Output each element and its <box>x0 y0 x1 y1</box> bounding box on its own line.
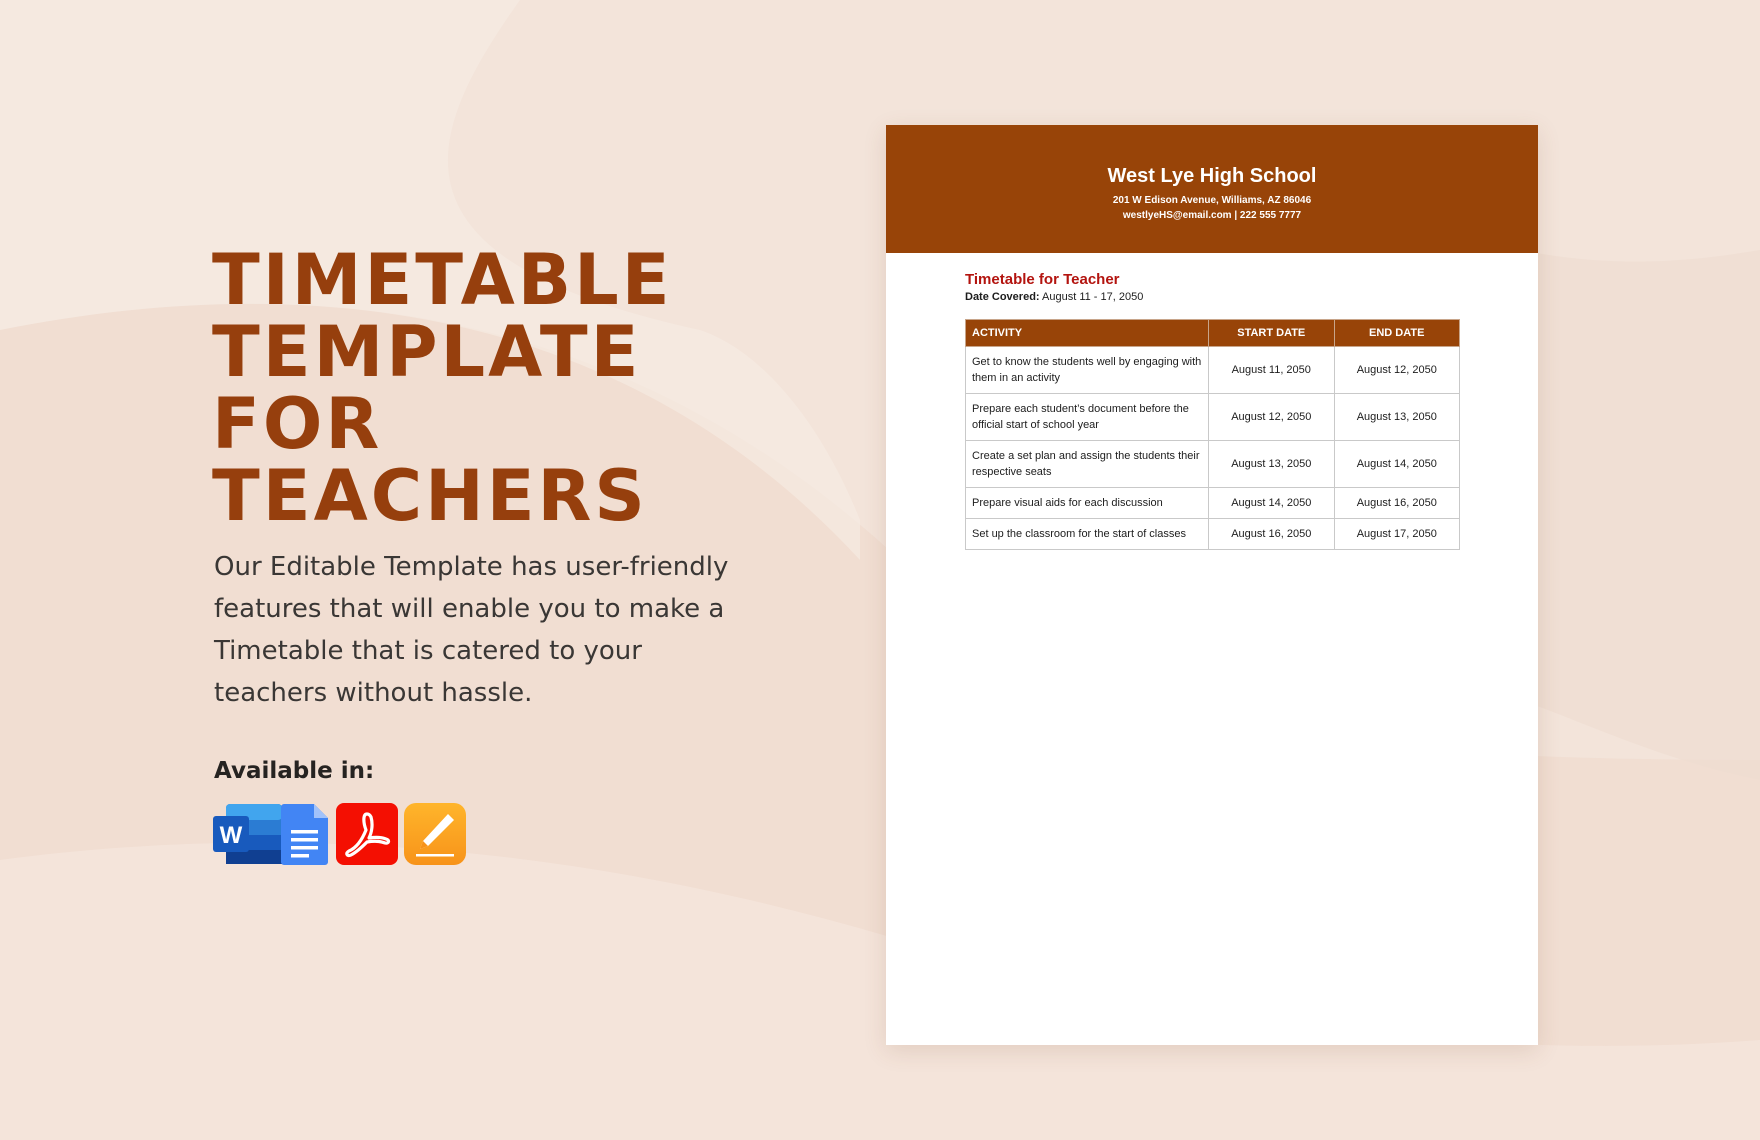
pdf-icon[interactable] <box>336 802 398 864</box>
promo-title <box>212 239 772 537</box>
promo-title-line: TIMETABLE <box>212 239 673 321</box>
google-docs-icon[interactable] <box>280 802 330 864</box>
end-date-cell: August 13, 2050 <box>1334 394 1460 441</box>
table-row <box>966 441 1460 488</box>
svg-text:W: W <box>219 822 243 849</box>
school-contact: westlyeHS@email.com | 222 555 7777 <box>1122 210 1302 221</box>
document-preview <box>886 125 1538 1045</box>
school-name: West Lye High School <box>1107 165 1317 187</box>
start-date-cell: August 11, 2050 <box>1209 347 1335 394</box>
word-icon[interactable] <box>212 802 274 864</box>
date-covered-label: Date Covered: <box>965 291 1040 303</box>
available-in-label: Available in: <box>214 758 375 784</box>
column-header-start-date: START DATE <box>1209 320 1335 347</box>
end-date-cell: August 16, 2050 <box>1334 488 1460 519</box>
table-row <box>966 394 1460 441</box>
document-body <box>886 253 1538 550</box>
date-covered-value: August 11 - 17, 2050 <box>1042 291 1144 303</box>
promo-title-line: TEMPLATE <box>212 311 642 393</box>
end-date-cell: August 12, 2050 <box>1334 347 1460 394</box>
end-date-cell: August 14, 2050 <box>1334 441 1460 488</box>
table-row <box>966 347 1460 394</box>
start-date-cell: August 12, 2050 <box>1209 394 1335 441</box>
school-address: 201 W Edison Avenue, Williams, AZ 86046 <box>1112 195 1312 206</box>
activity-cell: Get to know the students well by engaging with them in an activity <box>966 347 1209 394</box>
table-header-row <box>966 320 1460 347</box>
activity-cell: Prepare visual aids for each discussion <box>966 488 1209 519</box>
timetable <box>965 319 1460 550</box>
table-row <box>966 519 1460 550</box>
promo-description: Our Editable Template has user-friendly features that will enable you to make a Timetable that is catered to your teachers without hassle. <box>214 552 729 708</box>
pages-icon[interactable] <box>404 802 466 864</box>
activity-cell: Set up the classroom for the start of classes <box>966 519 1209 550</box>
promo-section <box>212 239 772 714</box>
end-date-cell: August 17, 2050 <box>1334 519 1460 550</box>
document-header <box>886 125 1538 253</box>
document-title: Timetable for Teacher <box>965 271 1120 288</box>
promo-title-line: FOR <box>212 383 383 465</box>
column-header-activity: ACTIVITY <box>966 320 1209 347</box>
activity-cell: Prepare each student’s document before the official start of school year <box>966 394 1209 441</box>
date-covered <box>965 291 1460 303</box>
table-row <box>966 488 1460 519</box>
start-date-cell: August 14, 2050 <box>1209 488 1335 519</box>
start-date-cell: August 16, 2050 <box>1209 519 1335 550</box>
format-icons <box>212 802 466 864</box>
promo-title-line: TEACHERS <box>212 455 648 537</box>
start-date-cell: August 13, 2050 <box>1209 441 1335 488</box>
column-header-end-date: END DATE <box>1334 320 1460 347</box>
activity-cell: Create a set plan and assign the students their respective seats <box>966 441 1209 488</box>
